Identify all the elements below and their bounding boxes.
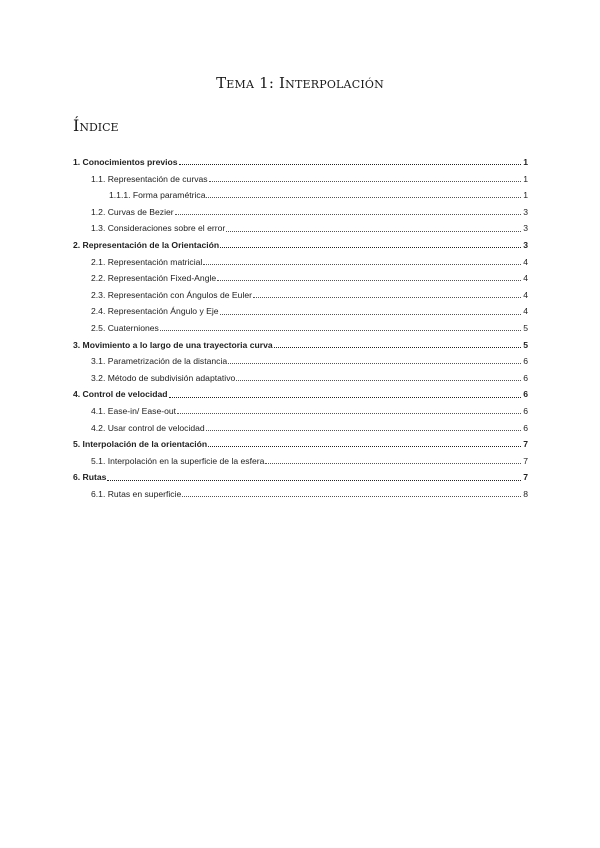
toc-page-number: 1 — [523, 173, 528, 184]
toc-page-number: 6 — [523, 389, 528, 400]
toc-dot-leader — [209, 174, 521, 184]
toc-dot-leader — [253, 290, 521, 300]
toc-dot-leader — [274, 340, 521, 350]
toc-entry-title: 3. Movimiento a lo largo de una trayectoria curva — [73, 339, 273, 350]
toc-page-number: 5 — [523, 322, 528, 333]
toc-page-number: 8 — [523, 488, 528, 499]
toc-entry[interactable] — [73, 469, 528, 486]
toc-entry[interactable] — [73, 403, 528, 420]
toc-page-number: 3 — [523, 239, 528, 250]
toc-entry-title: 6. Rutas — [73, 472, 107, 483]
toc-page-number: 7 — [523, 472, 528, 483]
toc-entry-title: 1.1.1. Forma paramétrica — [109, 190, 206, 201]
toc-dot-leader — [182, 489, 521, 499]
toc-entry[interactable] — [73, 220, 528, 237]
toc-entry[interactable] — [73, 187, 528, 204]
toc-page-number: 4 — [523, 256, 528, 267]
toc-dot-leader — [169, 390, 521, 400]
table-of-contents — [73, 154, 528, 502]
toc-entry-title: 5. Interpolación de la orientación — [73, 439, 208, 450]
toc-entry[interactable] — [73, 154, 528, 171]
toc-entry[interactable] — [73, 453, 528, 470]
toc-entry-title: 1. Conocimientos previos — [73, 157, 178, 167]
toc-entry[interactable] — [73, 337, 528, 354]
toc-dot-leader — [220, 240, 521, 250]
toc-dot-leader — [206, 423, 521, 433]
toc-entry[interactable] — [73, 254, 528, 271]
toc-page-number: 1 — [523, 190, 528, 201]
toc-entry-title: 2.2. Representación Fixed-Angle — [91, 273, 217, 284]
toc-dot-leader — [175, 207, 521, 217]
toc-entry[interactable] — [73, 287, 528, 304]
toc-dot-leader — [236, 373, 521, 383]
toc-page-number: 7 — [523, 439, 528, 450]
toc-page-number: 3 — [523, 223, 528, 234]
toc-entry[interactable] — [73, 237, 528, 254]
toc-dot-leader — [220, 307, 521, 317]
toc-entry-title: 4.1. Ease-in/ Ease-out — [91, 405, 177, 416]
toc-page-number: 3 — [523, 206, 528, 217]
toc-dot-leader — [206, 190, 521, 200]
toc-page-number: 4 — [523, 273, 528, 284]
toc-entry[interactable] — [73, 303, 528, 320]
toc-entry-title: 5.1. Interpolación en la superficie de la esfera — [91, 455, 265, 466]
toc-dot-leader — [177, 406, 521, 416]
toc-page-number: 6 — [523, 405, 528, 416]
toc-page-number: 4 — [523, 289, 528, 300]
toc-page-number: 6 — [523, 372, 528, 383]
toc-dot-leader — [107, 473, 521, 483]
toc-dot-leader — [228, 356, 521, 366]
toc-entry[interactable] — [73, 436, 528, 453]
toc-entry-title: 1.2. Curvas de Bezier — [91, 206, 174, 217]
toc-entry-title: 2.3. Representación con Ángulos de Euler — [91, 289, 252, 300]
toc-entry[interactable] — [73, 353, 528, 370]
toc-entry-title: 3.2. Método de subdivisión adaptativo — [91, 372, 236, 383]
toc-entry[interactable] — [73, 386, 528, 403]
toc-entry[interactable] — [73, 270, 528, 287]
toc-dot-leader — [217, 273, 521, 283]
toc-entry[interactable] — [73, 420, 528, 437]
toc-page-number: 4 — [523, 306, 528, 317]
toc-entry-title: 1.1. Representación de curvas — [91, 173, 208, 184]
document-title: Tema 1: Interpolación — [216, 74, 384, 92]
toc-entry[interactable] — [73, 486, 528, 503]
toc-dot-leader — [226, 224, 521, 234]
toc-entry-title: 4.2. Usar control de velocidad — [91, 422, 205, 433]
toc-entry-title: 2. Representación de la Orientación — [73, 239, 220, 250]
toc-entry-title: 3.1. Parametrización de la distancia — [91, 356, 228, 367]
toc-page-number: 6 — [523, 356, 528, 367]
toc-entry[interactable] — [73, 171, 528, 188]
index-heading: Índice — [73, 116, 119, 135]
toc-page-number: 6 — [523, 422, 528, 433]
toc-entry[interactable] — [73, 370, 528, 387]
toc-entry-title: 2.4. Representación Ángulo y Eje — [91, 306, 219, 317]
toc-entry-title: 2.5. Cuaterniones — [91, 322, 159, 333]
toc-dot-leader — [160, 323, 521, 333]
toc-dot-leader — [179, 157, 521, 167]
toc-entry[interactable] — [73, 320, 528, 337]
toc-entry-title: 6.1. Rutas en superficie — [91, 488, 182, 499]
toc-page-number: 1 — [523, 157, 528, 167]
toc-page-number: 7 — [523, 455, 528, 466]
toc-entry-title: 1.3. Consideraciones sobre el error — [91, 223, 226, 234]
toc-dot-leader — [265, 456, 521, 466]
toc-page-number: 5 — [523, 339, 528, 350]
toc-dot-leader — [208, 439, 521, 449]
toc-entry-title: 4. Control de velocidad — [73, 389, 168, 400]
toc-dot-leader — [203, 257, 521, 267]
toc-entry-title: 2.1. Representación matricial — [91, 256, 203, 267]
toc-entry[interactable] — [73, 204, 528, 221]
